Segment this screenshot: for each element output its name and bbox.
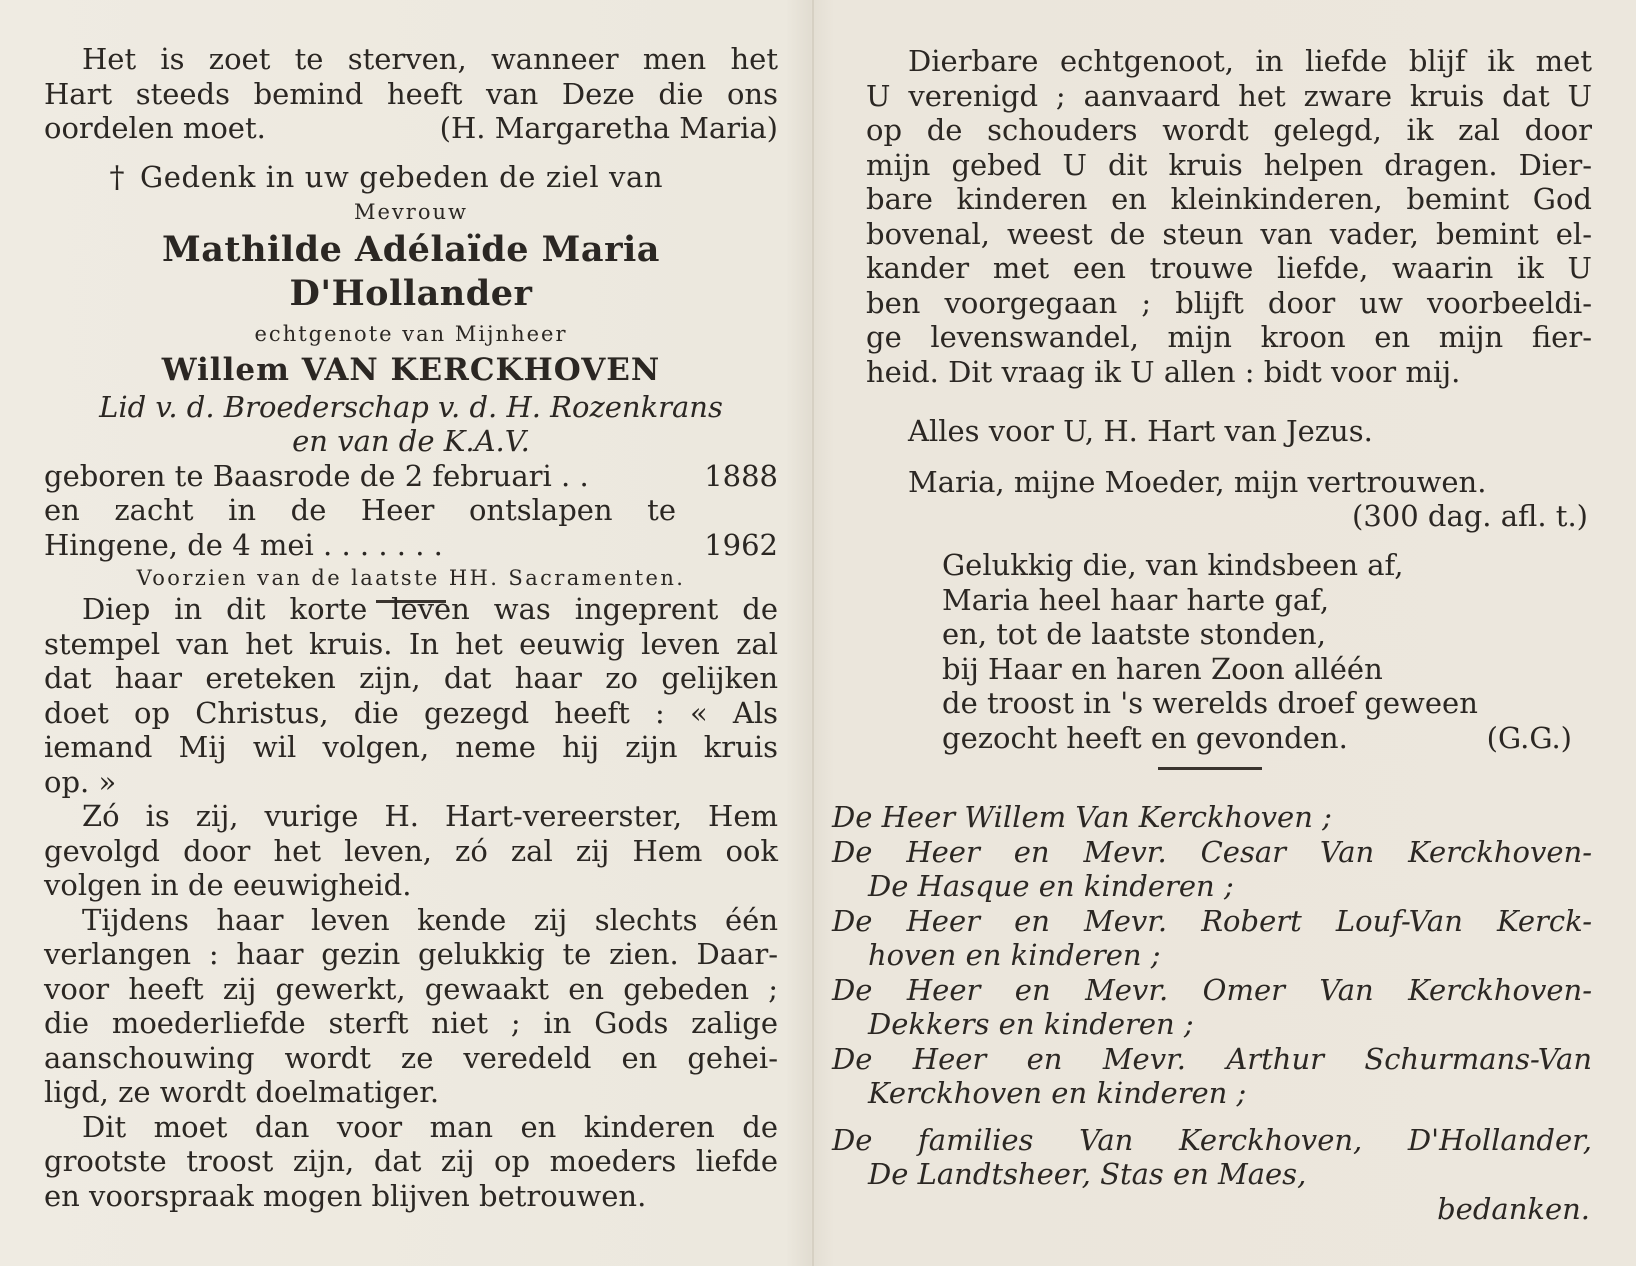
card-fold bbox=[812, 0, 814, 1266]
born-text: geboren te Baasrode de 2 februari . . bbox=[44, 458, 589, 493]
eulogy bbox=[44, 592, 778, 1213]
eulogy-line: stempel van het kruis. In het eeuwig leven zal bbox=[44, 626, 778, 661]
remember-block bbox=[44, 160, 778, 617]
poem-line: Gelukkig die, van kindsbeen af, bbox=[942, 548, 1404, 582]
died-row bbox=[44, 528, 778, 563]
poem bbox=[866, 548, 1592, 784]
opening-quote bbox=[44, 42, 778, 146]
address-line: U verenigd ; aanvaard het zware kruis dat U bbox=[866, 78, 1592, 113]
mourner-entry bbox=[832, 1123, 1592, 1192]
membership-line-2: en van de K.A.V. bbox=[292, 424, 530, 458]
spouse-name bbox=[44, 350, 778, 390]
poem-line: Maria heel haar harte gaf, bbox=[942, 582, 1330, 617]
eulogy-line: voor heeft zij gewerkt, gewaakt en gebeden ; bbox=[44, 971, 778, 1006]
address-line: bovenal, weest de steun van vader, bemint el- bbox=[866, 216, 1592, 251]
poem-line: de troost in 's werelds droef geween bbox=[942, 686, 1478, 720]
eulogy-line: gevolgd door het leven, zó zal zij Hem ook bbox=[44, 833, 778, 868]
spouse-first-name: Willem bbox=[161, 351, 290, 388]
mourner-line: De Heer en Mevr. Arthur Schurmans-Van bbox=[832, 1041, 1592, 1076]
eulogy-line: op. » bbox=[44, 764, 117, 799]
quote-line-2: Hart steeds bemind heeft van Deze die ons bbox=[44, 76, 778, 111]
address-line: kander met een trouwe liefde, waarin ik U bbox=[866, 251, 1592, 285]
died-line: en zacht in de Heer ontslapen te bbox=[44, 493, 676, 527]
divider-right bbox=[1158, 767, 1262, 770]
mourner-entry bbox=[832, 1042, 1592, 1111]
eulogy-line: Diep in dit korte leven was ingeprent de bbox=[82, 592, 778, 626]
membership-line-1: Lid v. d. Broederschap v. d. H. Rozenkrans bbox=[99, 389, 723, 424]
mourner-entry bbox=[832, 800, 1592, 835]
prayers bbox=[866, 414, 1592, 534]
mourner-line: De Heer en Mevr. Cesar Van Kerckhoven- bbox=[832, 834, 1592, 869]
mevrouw-label: Mevrouw bbox=[354, 199, 468, 224]
mourners-list bbox=[832, 800, 1592, 1226]
mourner-line: Dekkers en kinderen ; bbox=[868, 1007, 1194, 1041]
quote-last-row bbox=[44, 111, 778, 146]
address-line: mijn gebed U dit kruis helpen dragen. Dier- bbox=[866, 147, 1592, 182]
eulogy-line: ligd, ze wordt doelmatiger. bbox=[44, 1075, 440, 1109]
eulogy-line: Tijdens haar leven kende zij slechts één bbox=[82, 902, 778, 937]
prayer-1: Alles voor U, H. Hart van Jezus. bbox=[908, 414, 1373, 448]
poem-line: gezocht heeft en gevonden. bbox=[942, 720, 1348, 755]
sacraments-line: Voorzien van de laatste HH. Sacramenten. bbox=[136, 566, 686, 590]
eulogy-line: Zó is zij, vurige H. Hart-vereerster, Hem bbox=[82, 799, 778, 833]
thanks: bedanken. bbox=[1437, 1191, 1590, 1226]
died-line-wrap bbox=[44, 493, 676, 528]
eulogy-line: verlangen : haar gezin gelukkig te zien. Daar- bbox=[44, 937, 778, 971]
mourner-line: De Heer en Mevr. Omer Van Kerckhoven- bbox=[832, 972, 1592, 1007]
mourner-line: De Hasque en kinderen ; bbox=[868, 869, 1234, 903]
eulogy-paragraph-4 bbox=[44, 1110, 778, 1214]
spouse-intro: echtgenote van Mijnheer bbox=[254, 321, 568, 346]
poem-signature: (G.G.) bbox=[1486, 720, 1572, 755]
eulogy-line: en voorspraak mogen blijven betrouwen. bbox=[44, 1178, 647, 1213]
eulogy-paragraph-1 bbox=[44, 592, 778, 799]
quote-last: oordelen moet. bbox=[44, 111, 266, 145]
mourner-line: De families Van Kerckhoven, D'Hollander, bbox=[832, 1122, 1592, 1157]
born-year: 1888 bbox=[704, 458, 778, 493]
mourner-line: hoven en kinderen ; bbox=[868, 938, 1161, 972]
prayer-2: Maria, mijne Moeder, mijn vertrouwen. bbox=[908, 464, 1487, 499]
died-text: Hingene, de 4 mei . . . . . . . bbox=[44, 527, 443, 562]
eulogy-line: die moederliefde sterft niet ; in Gods zalige bbox=[44, 1006, 778, 1040]
mourner-line: De Heer en Mevr. Robert Louf-Van Kerck- bbox=[832, 903, 1592, 938]
eulogy-paragraph-2 bbox=[44, 799, 778, 903]
poem-line: en, tot de laatste stonden, bbox=[942, 617, 1326, 651]
cross-icon: † bbox=[109, 160, 125, 195]
indulgence: (300 dag. afl. t.) bbox=[1352, 499, 1588, 533]
spouse-last-name: VAN KERCKHOVEN bbox=[301, 351, 661, 388]
deceased-name: Mathilde Adélaïde Maria D'Hollander bbox=[162, 228, 660, 314]
poem-line: bij Haar en haren Zoon alléén bbox=[942, 651, 1383, 686]
mourner-line: De Heer Willem Van Kerckhoven ; bbox=[832, 800, 1332, 834]
eulogy-line: volgen in de eeuwigheid. bbox=[44, 868, 412, 902]
mourner-entry bbox=[832, 973, 1592, 1042]
eulogy-line: iemand Mij wil volgen, neme hij zijn kruis bbox=[44, 730, 778, 764]
address-line: ben voorgegaan ; blijft door uw voorbeeldi- bbox=[866, 285, 1592, 320]
mourner-entry bbox=[832, 904, 1592, 973]
eulogy-line: dat haar ereteken zijn, dat haar zo gelijken bbox=[44, 661, 778, 695]
quote-source: (H. Margaretha Maria) bbox=[439, 111, 778, 145]
farewell-address bbox=[866, 44, 1592, 389]
born-row bbox=[44, 459, 778, 494]
eulogy-line: aanschouwing wordt ze veredeld en gehei- bbox=[44, 1040, 778, 1075]
quote-line-1: Het is zoet te sterven, wanneer men het bbox=[82, 42, 778, 76]
address-line: ge levenswandel, mijn kroon en mijn fier- bbox=[866, 320, 1592, 354]
poem-last-row bbox=[942, 721, 1592, 756]
address-line: op de schouders wordt gelegd, ik zal door bbox=[866, 113, 1592, 147]
address-line: Dierbare echtgenoot, in liefde blijf ik met bbox=[908, 44, 1592, 78]
mourner-line: De Landtsheer, Stas en Maes, bbox=[868, 1157, 1307, 1191]
eulogy-line: grootste troost zijn, dat zij op moeders liefde bbox=[44, 1144, 778, 1178]
address-line: heid. Dit vraag ik U allen : bidt voor mij. bbox=[866, 354, 1461, 389]
eulogy-line: Dit moet dan voor man en kinderen de bbox=[82, 1109, 778, 1144]
remember-line: Gedenk in uw gebeden de ziel van bbox=[140, 160, 664, 194]
eulogy-paragraph-3 bbox=[44, 903, 778, 1110]
address-line: bare kinderen en kleinkinderen, bemint God bbox=[866, 182, 1592, 216]
died-year: 1962 bbox=[704, 527, 778, 562]
mourner-entry bbox=[832, 835, 1592, 904]
eulogy-line: doet op Christus, die gezegd heeft : « Als bbox=[44, 695, 778, 730]
mourner-line: Kerckhoven en kinderen ; bbox=[868, 1076, 1247, 1110]
